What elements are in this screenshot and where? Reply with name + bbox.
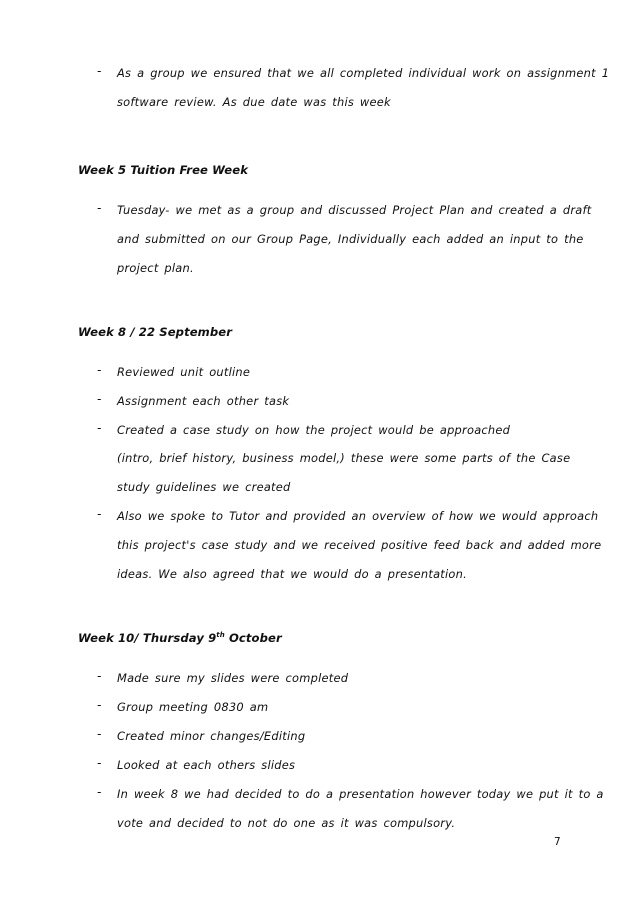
- week5-heading: Week 5 Tuition Free Week: [78, 163, 249, 177]
- week10-heading-main: Week 10/ Thursday 9: [78, 631, 217, 645]
- week5-item-1-line-2: and submitted on our Group Page, Individually each added an input to the: [117, 232, 584, 246]
- intro-item-1-line-1: As a group we ensured that we all completed individual work on assignment 1: [117, 66, 610, 80]
- bullet-dash: -: [97, 727, 102, 741]
- bullet-dash: -: [97, 64, 102, 78]
- bullet-dash: -: [97, 421, 102, 435]
- bullet-dash: -: [97, 756, 102, 770]
- week10-heading: [78, 631, 282, 645]
- week8-item-4-line-3: ideas. We also agreed that we would do a presentation.: [117, 567, 467, 581]
- week5-item-1-line-1: Tuesday- we met as a group and discussed Project Plan and created a draft: [117, 203, 592, 217]
- week8-item-3-line-3: study guidelines we created: [117, 480, 291, 494]
- week8-item-4-line-1: Also we spoke to Tutor and provided an overview of how we would approach: [117, 509, 599, 523]
- week10-item-5-line-1: In week 8 we had decided to do a presentation however today we put it to a: [117, 787, 604, 801]
- bullet-dash: -: [97, 669, 102, 683]
- bullet-dash: -: [97, 201, 102, 215]
- bullet-dash: -: [97, 785, 102, 799]
- week5-item-1-line-3: project plan.: [117, 261, 194, 275]
- week8-heading: Week 8 / 22 September: [78, 325, 233, 339]
- week10-item-5-line-2: vote and decided to not do one as it was compulsory.: [117, 816, 456, 830]
- week10-item-3: Created minor changes/Editing: [117, 729, 306, 743]
- week10-item-2: Group meeting 0830 am: [117, 700, 269, 714]
- week10-heading-end: October: [224, 631, 282, 645]
- week10-item-4: Looked at each others slides: [117, 758, 296, 772]
- page-number: 7: [554, 836, 561, 848]
- bullet-dash: -: [97, 507, 102, 521]
- bullet-dash: -: [97, 392, 102, 406]
- week8-item-3-line-1: Created a case study on how the project would be approached: [117, 423, 511, 437]
- bullet-dash: -: [97, 363, 102, 377]
- week8-item-2: Assignment each other task: [117, 394, 290, 408]
- week10-item-1: Made sure my slides were completed: [117, 671, 349, 685]
- week10-heading-sup: th: [216, 631, 225, 639]
- week8-item-4-line-2: this project's case study and we received positive feed back and added more: [117, 538, 602, 552]
- bullet-dash: -: [97, 698, 102, 712]
- week8-item-3-line-2: (intro, brief history, business model,) these were some parts of the Case: [117, 451, 571, 465]
- intro-item-1-line-2: software review. As due date was this week: [117, 95, 391, 109]
- week8-item-1: Reviewed unit outline: [117, 365, 251, 379]
